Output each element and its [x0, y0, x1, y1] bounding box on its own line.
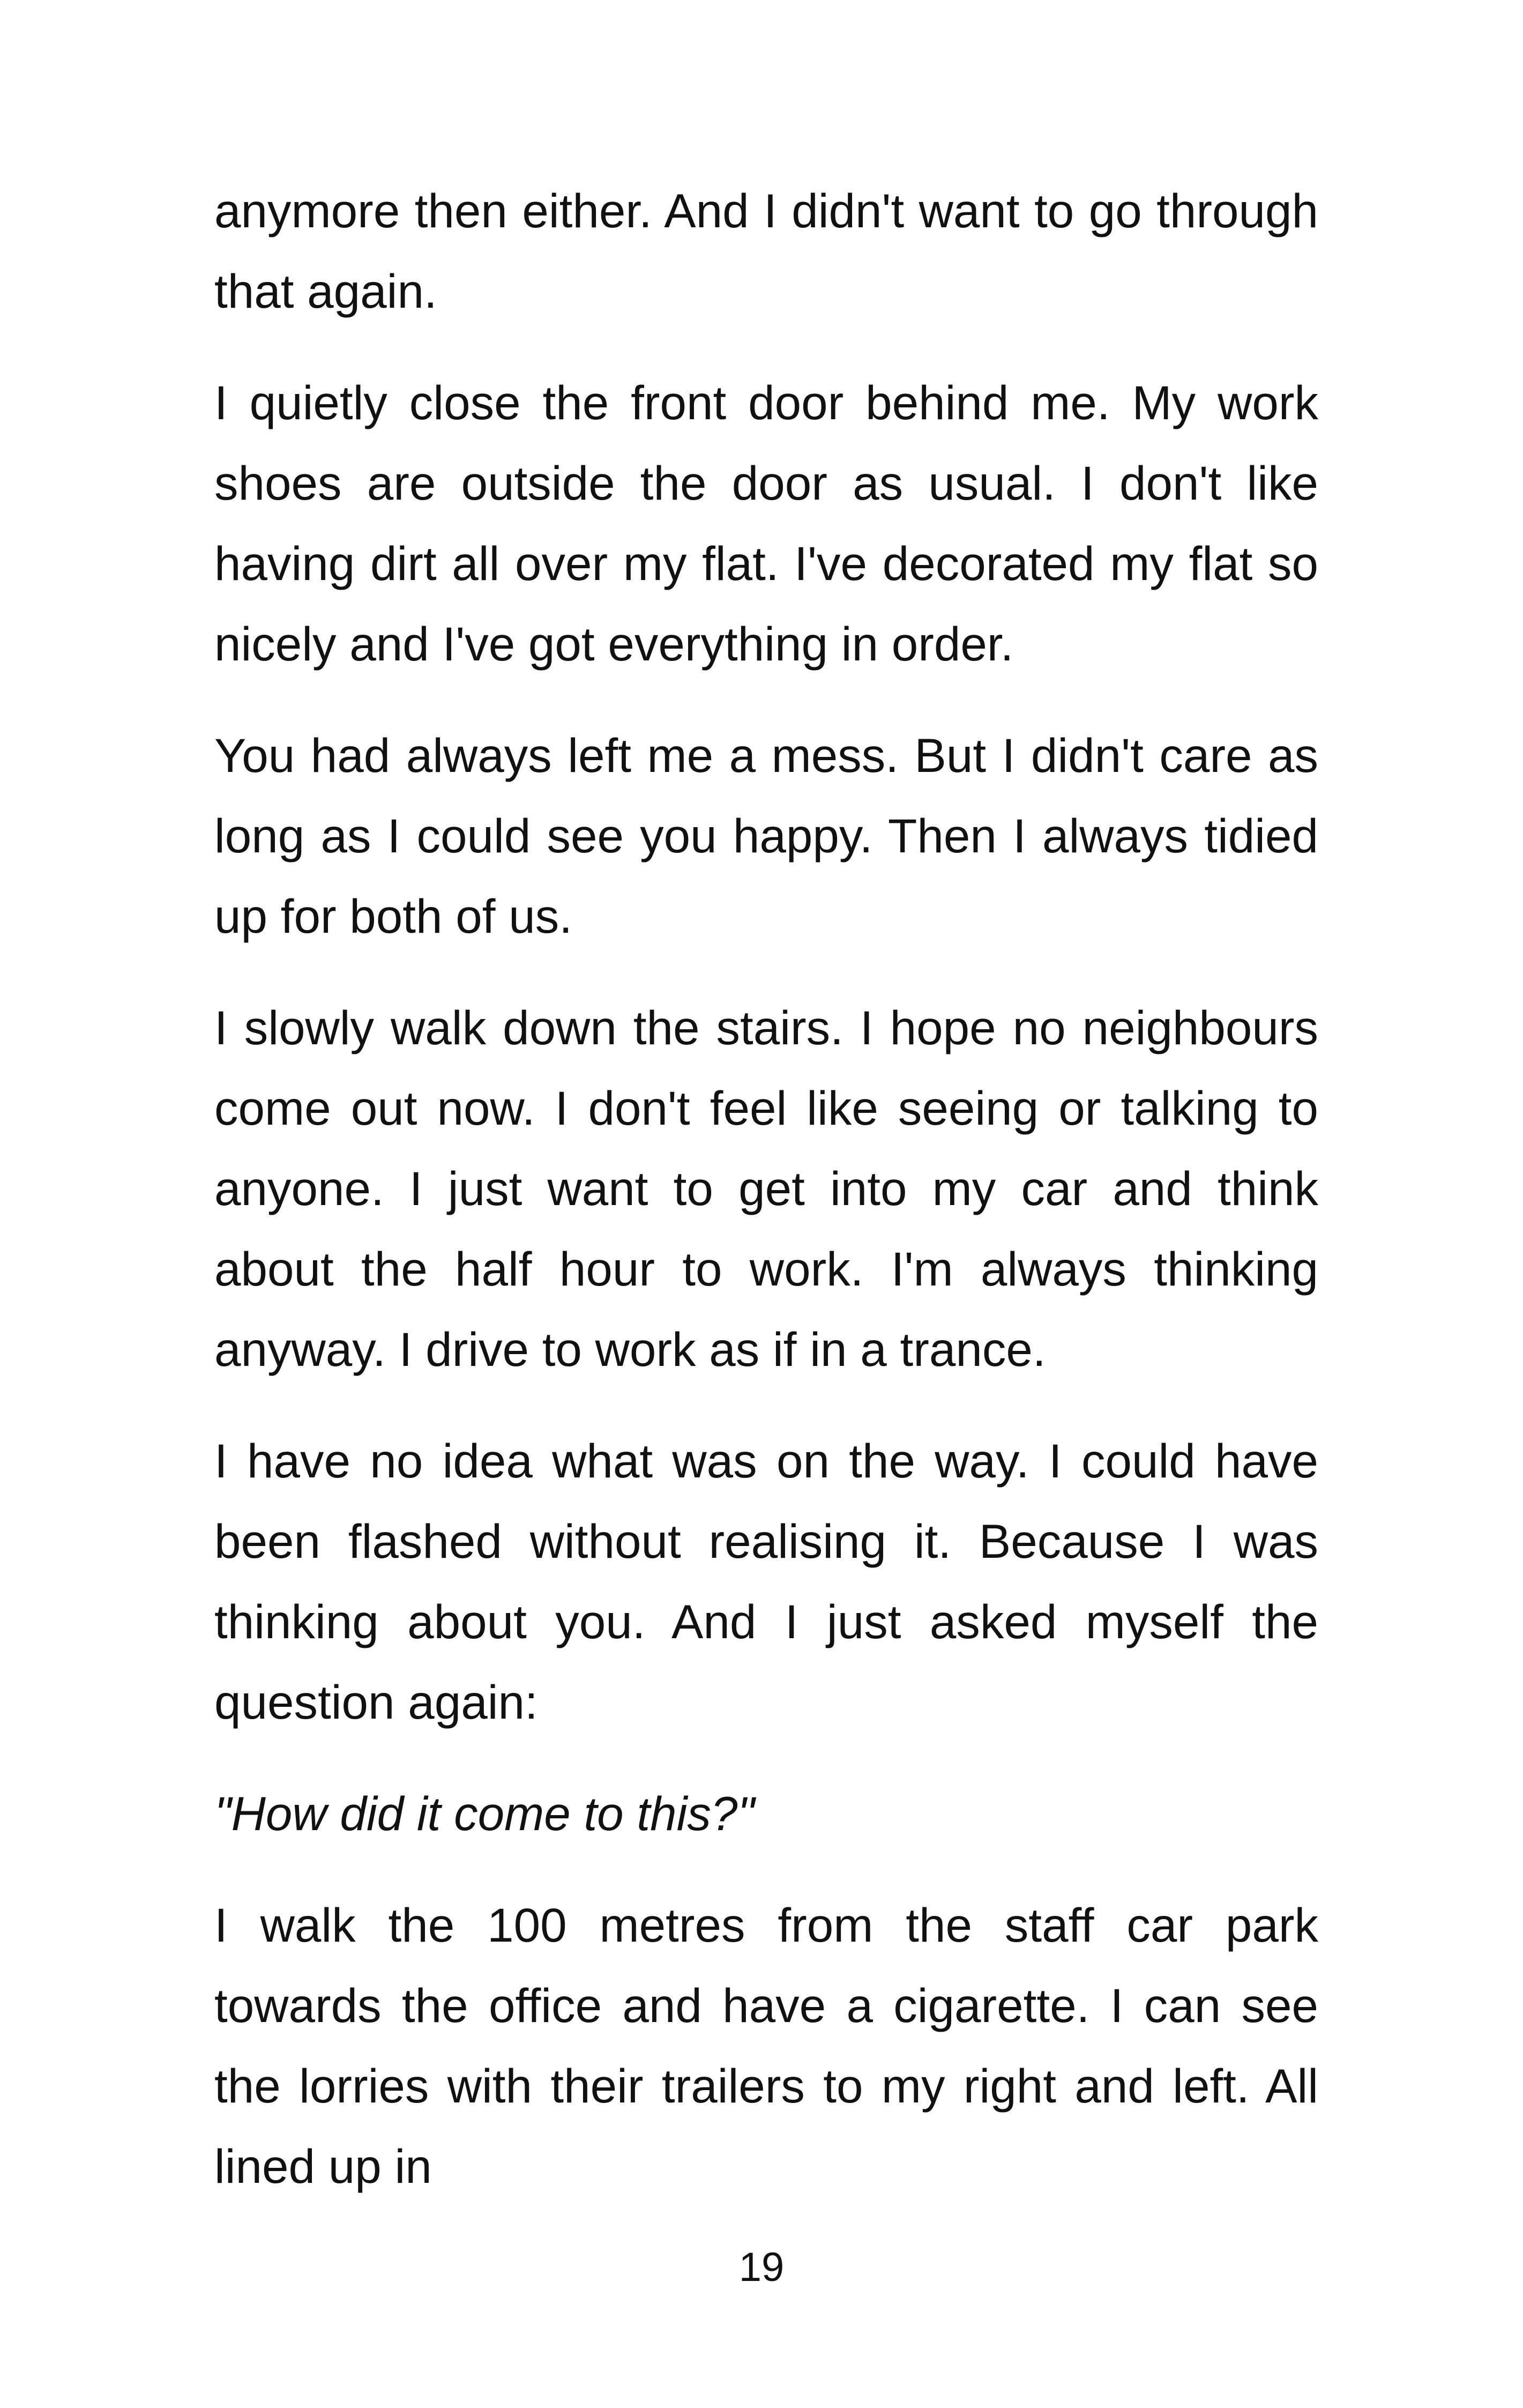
paragraph-3: You had always left me a mess. But I didn't care as long as I could see you happy. Then I always tidied up for both of us.: [214, 729, 1318, 943]
paragraph-4: I slowly walk down the stairs. I hope no neighbours come out now. I don't feel like seeing or talking to anyone. I just want to get into my car and think about the half hour to work. I'm always thinking anyway. I drive to work as if in a trance.: [214, 1001, 1318, 1376]
paragraph-2: I quietly close the front door behind me. My work shoes are outside the door as usual. I don't like having dirt all over my flat. I've decorated my flat so nicely and I've got everything in order.: [214, 376, 1318, 671]
page-number: 19: [738, 2245, 785, 2290]
body-text: [214, 170, 1318, 2238]
paragraph-6-quote: "How did it come to this?": [214, 1787, 755, 1840]
paragraph-7: I walk the 100 metres from the staff car park towards the office and have a cigarette. I can see the lorries with their trailers to my right and left. All lined up in: [214, 1898, 1318, 2193]
paragraph-1: anymore then either. And I didn't want to go through that again.: [214, 184, 1318, 318]
paragraph-5: I have no idea what was on the way. I could have been flashed without realising it. Because I was thinking about you. And I just asked myself the question again:: [214, 1434, 1318, 1729]
